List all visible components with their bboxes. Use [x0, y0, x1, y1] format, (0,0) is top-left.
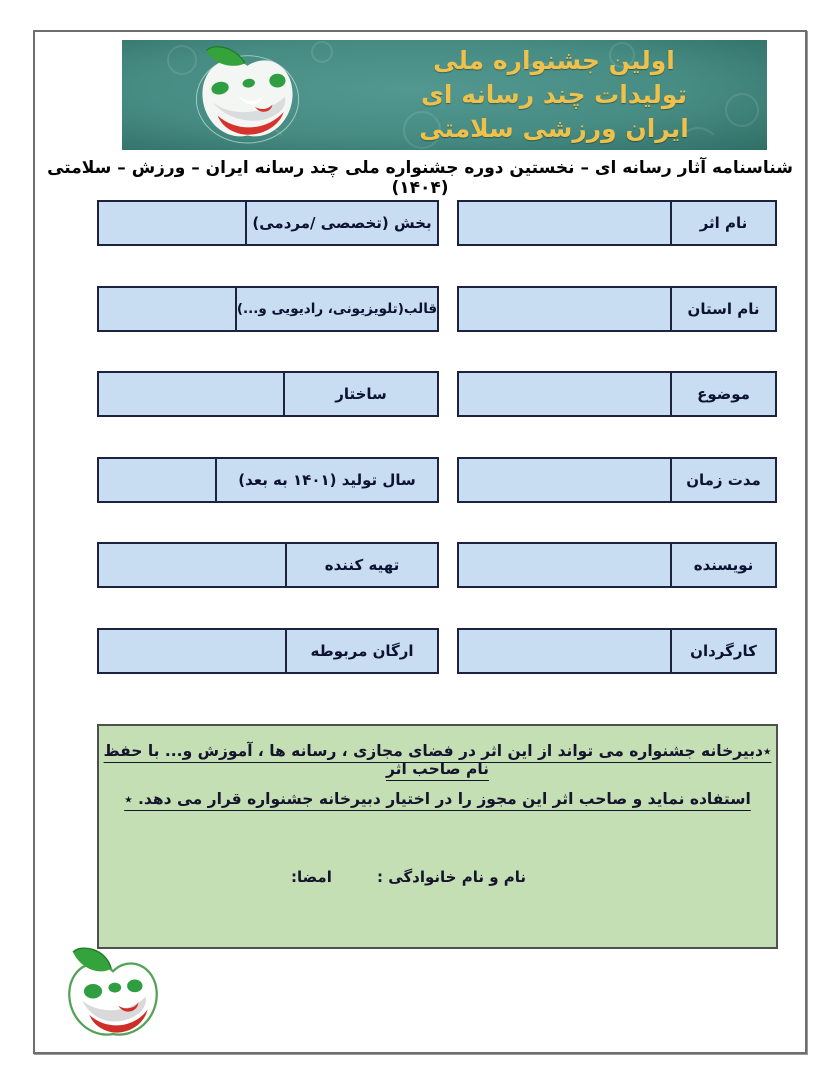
- notice-line-1: ٭دبیرخانه جشنواره می تواند از این اثر در فضای مجازی ، رسانه ها ، آموزش و... با حفظ نام صاحب اثر: [103, 742, 772, 778]
- field-duration-input[interactable]: [459, 459, 670, 501]
- field-format-label: قالب(تلویزیونی، رادیویی و...): [235, 288, 437, 330]
- field-writer-input[interactable]: [459, 544, 670, 586]
- field-director-input[interactable]: [459, 630, 670, 672]
- field-writer-label: نویسنده: [670, 544, 775, 586]
- field-section: [97, 200, 439, 246]
- banner-line-1: اولین جشنواره ملی: [433, 46, 675, 75]
- field-structure-label: ساختار: [283, 373, 437, 415]
- festival-banner: [122, 40, 767, 150]
- field-subject: [457, 371, 777, 417]
- field-producer-label: تهیه کننده: [285, 544, 437, 586]
- field-director: [457, 628, 777, 674]
- field-work-name: [457, 200, 777, 246]
- field-production-year: [97, 457, 439, 503]
- field-production-year-input[interactable]: [99, 459, 215, 501]
- field-province: [457, 286, 777, 332]
- signature-label: امضا:: [291, 868, 332, 886]
- field-province-input[interactable]: [459, 288, 670, 330]
- field-producer-input[interactable]: [99, 544, 285, 586]
- field-organization: [97, 628, 439, 674]
- field-subject-input[interactable]: [459, 373, 670, 415]
- field-section-input[interactable]: [99, 202, 245, 244]
- footer-apple-logo-icon: [57, 944, 169, 1044]
- full-name-label: نام و نام خانوادگی :: [377, 868, 526, 886]
- field-duration-label: مدت زمان: [670, 459, 775, 501]
- field-organization-input[interactable]: [99, 630, 285, 672]
- document-title: شناسنامه آثار رسانه ای – نخستین دوره جشنواره ملی چند رسانه ایران – ورزش – سلامتی (۱۴۰۴): [47, 158, 793, 198]
- license-notice-box: [97, 724, 778, 949]
- field-structure-input[interactable]: [99, 373, 283, 415]
- field-director-label: کارگردان: [670, 630, 775, 672]
- banner-line-3: ایران ورزشی سلامتی: [419, 114, 689, 143]
- field-writer: [457, 542, 777, 588]
- field-format-input[interactable]: [99, 288, 235, 330]
- field-structure: [97, 371, 439, 417]
- field-duration: [457, 457, 777, 503]
- signature-row: [291, 868, 526, 886]
- field-work-name-input[interactable]: [459, 202, 670, 244]
- banner-line-2: تولیدات چند رسانه ای: [421, 80, 687, 109]
- field-producer: [97, 542, 439, 588]
- form-page: [33, 30, 807, 1054]
- banner-title-lines: [359, 44, 749, 146]
- field-subject-label: موضوع: [670, 373, 775, 415]
- notice-line-2: استفاده نماید و صاحب اثر این مجوز را در اختیار دبیرخانه جشنواره قرار می دهد. ٭: [124, 790, 751, 808]
- field-section-label: بخش (تخصصی /مردمی): [245, 202, 437, 244]
- field-production-year-label: سال تولید (۱۴۰۱ به بعد): [215, 459, 437, 501]
- field-format: [97, 286, 439, 332]
- festival-apple-logo-icon: [150, 42, 345, 148]
- field-work-name-label: نام اثر: [670, 202, 775, 244]
- field-province-label: نام استان: [670, 288, 775, 330]
- field-organization-label: ارگان مربوطه: [285, 630, 437, 672]
